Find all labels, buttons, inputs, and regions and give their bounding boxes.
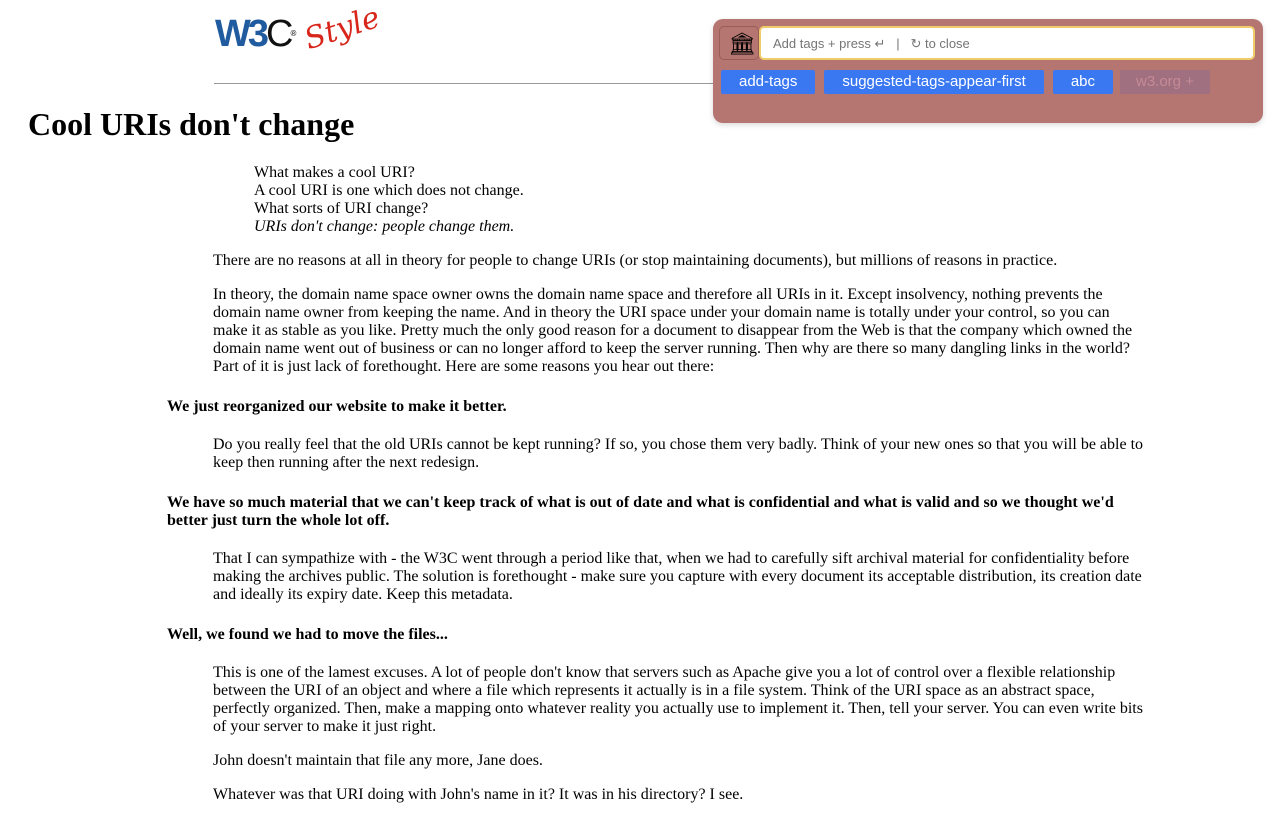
tag-abc[interactable]: abc [1053,70,1113,94]
add-tags-input[interactable] [759,26,1255,60]
tag-add-tags[interactable]: add-tags [721,70,815,94]
paragraph: There are no reasons at all in theory for people to change URIs (or stop maintaining documents), but millions of reasons in practice. [213,252,1058,269]
excuse-heading: We have so much material that we can't keep track of what is out of date and what is confidential and what is valid and so we thought we'd better just turn the whole lot off. [167,494,1114,529]
excuse-heading: Well, we found we had to move the files... [167,626,448,643]
intro-quote [254,164,524,236]
paragraph: That I can sympathize with - the W3C went through a period like that, when we had to carefully sift archival material for confidentiality before making the archives public. The solution is forethought - make sure you capture with every document its acceptable distribution, its creation date and ideally its expiry date. Keep this metadata. [213,550,1142,603]
header-divider [214,83,734,84]
bookmark-museum-icon[interactable]: 🏛 [719,26,759,60]
paragraph: In theory, the domain name space owner owns the domain name space and therefore all URIs in it. Except insolvency, nothing prevents the domain name owner from keeping the name. And in theory the URI space under your domain name is totally under your control, so you can make it as stable as you like. Pretty much the only good reason for a document to disappear from the Web is that the company which owned the domain name went out of business or can no longer afford to keep the server running. Then why are there so many dangling links in the world? Part of it is just lack of forethought. Here are some reasons you hear out there: [213,286,1133,375]
tag-list [721,70,1210,94]
w3c-logo: W3C® [215,13,297,55]
quote-line: A cool URI is one which does not change. [254,182,524,199]
quote-line: URIs don't change: people change them. [254,218,515,235]
tagger-panel [713,19,1263,123]
w3c-style-logo[interactable] [215,0,385,58]
paragraph: Do you really feel that the old URIs cannot be kept running? If so, you chose them very badly. Think of your new ones so that you will be able to keep then running after the next redesign. [213,436,1144,471]
paragraph: John doesn't maintain that file any more, Jane does. [213,752,543,769]
paragraph: Whatever was that URI doing with John's name in it? It was in his directory? I see. [213,786,744,803]
paragraph: This is one of the lamest excuses. A lot of people don't know that servers such as Apache give you a lot of control over a flexible relationship between the URI of an object and where a file which represents it actually is in a file system. Think of the URI space as an abstract space, perfectly organized. Then, make a mapping onto whatever reality you actually use to implement it. Then, tell your server. You can even write bits of your server to make it just right. [213,664,1143,735]
excuse-heading: We just reorganized our website to make it better. [167,398,507,415]
tag-suggested-tags-appear-first[interactable]: suggested-tags-appear-first [824,70,1043,94]
page-title: Cool URIs don't change [28,106,355,142]
quote-line: What sorts of URI change? [254,200,429,217]
article-body [167,252,1147,820]
style-logo: Style [300,0,385,58]
add-domain-tag-button[interactable]: w3.org + [1120,70,1210,94]
quote-line: What makes a cool URI? [254,164,415,181]
